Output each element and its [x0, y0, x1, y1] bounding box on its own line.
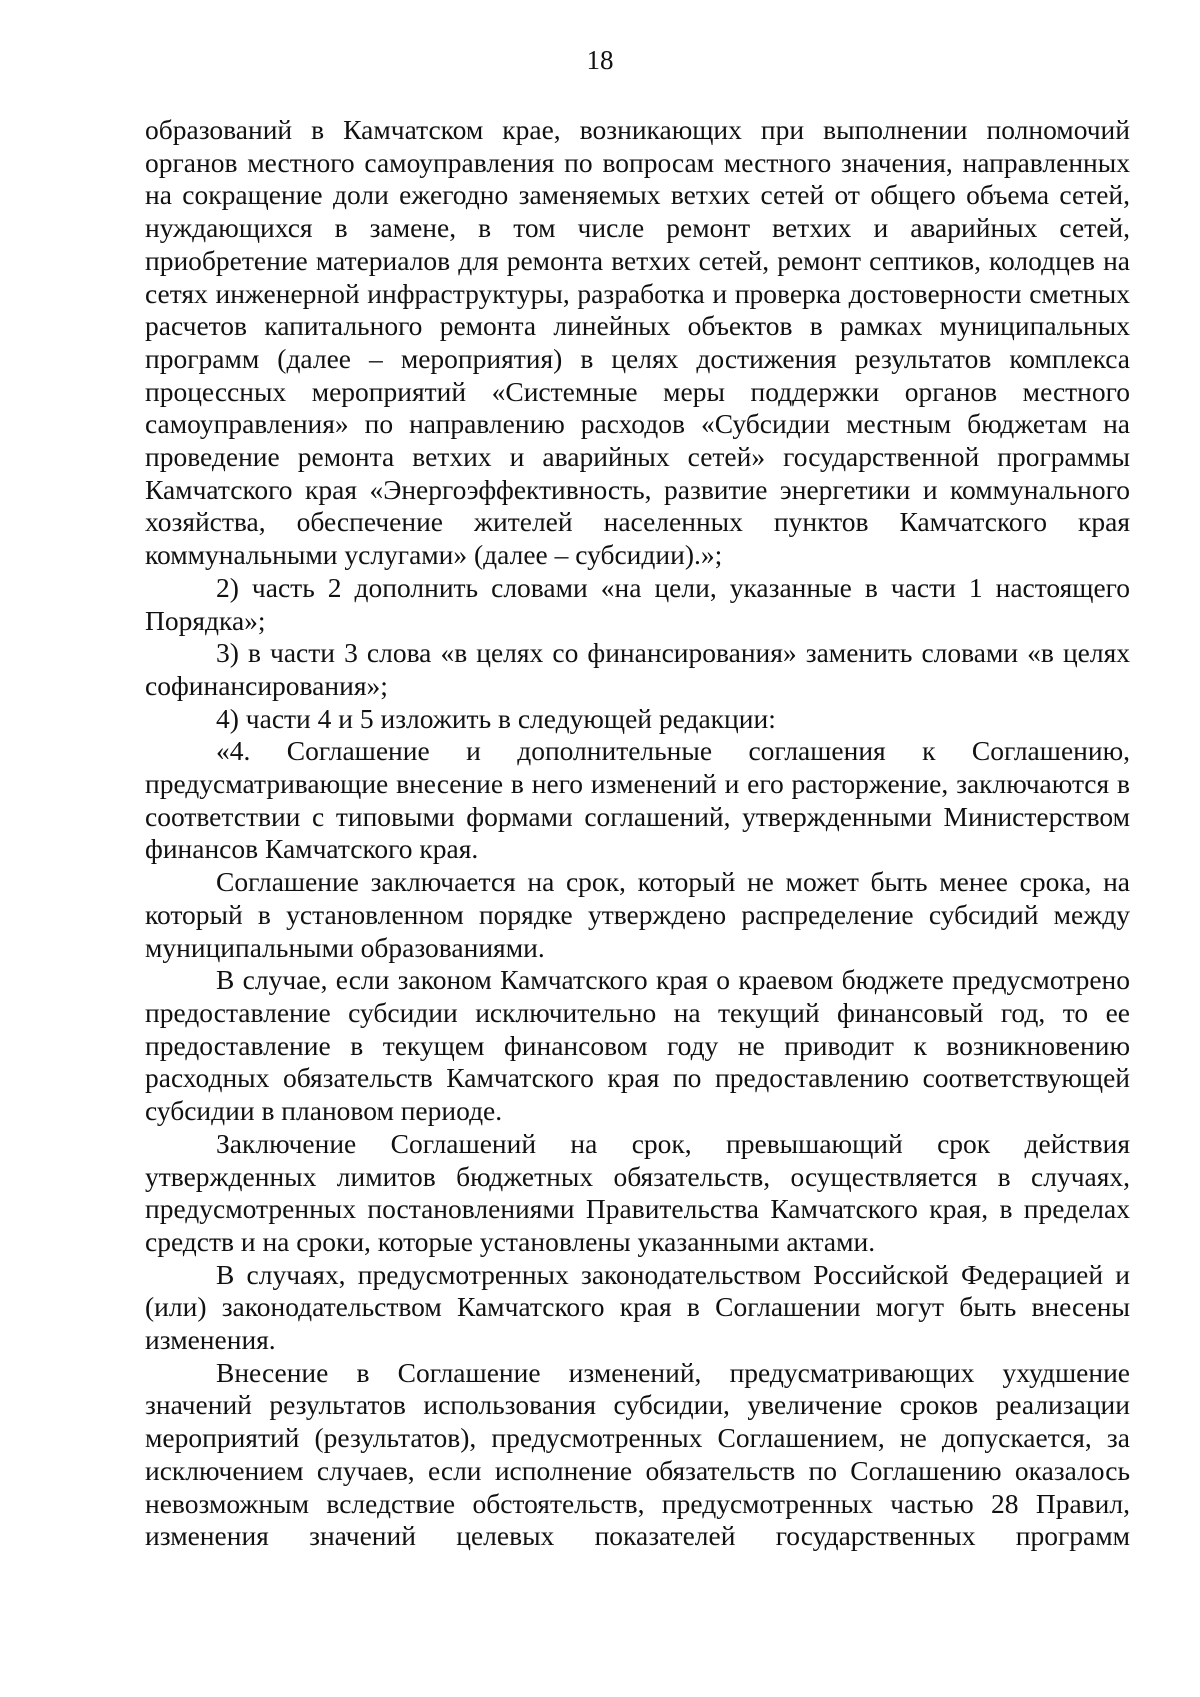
paragraph-part-4-agreement: «4. Соглашение и дополнительные соглашения к Соглашению, предусматривающие внесение в него изменений и его расторжение, заключаются в соответствии с типовыми формами соглашений, утвержденными Министерством финансов Камчатского края. — [145, 735, 1130, 865]
paragraph-agreement-term: Соглашение заключается на срок, который не может быть менее срока, на который в установленном порядке утверждено распределение субсидий между муниципальными образованиями. — [145, 866, 1130, 963]
paragraph-amendment-3: 3) в части 3 слова «в целях со финансирования» заменить словами «в целях софинансирования»; — [145, 637, 1130, 701]
paragraph-continuation: образований в Камчатском крае, возникающих при выполнении полномочий органов местного самоуправления по вопросам местного значения, направленных на сокращение доли ежегодно заменяемых ветхих сетей от общего объема сетей, нуждающихся в замене, в том числе ремонт ветхих и аварийных сетей, приобретение материалов для ремонта ветхих сетей, ремонт септиков, колодцев на сетях инженерной инфраструктуры, разработка и проверка достоверности сметных расчетов капитального ремонта линейных объектов в рамках муниципальных программ (далее – мероприятия) в целях достижения результатов комплекса процессных мероприятий «Системные меры поддержки органов местного самоуправления» по направлению расходов «Субсидии местным бюджетам на проведение ремонта ветхих и аварийных сетей» государственной программы Камчатского края «Энергоэффективность, развитие энергетики и коммунального хозяйства, обеспечение жителей населенных пунктов Камчатского края коммунальными услугами» (далее – субсидии).»; — [145, 114, 1130, 571]
paragraph-changes-restrictions: Внесение в Соглашение изменений, предусматривающих ухудшение значений результатов использования субсидии, увеличение сроков реализации мероприятий (результатов), предусмотренных Соглашением, не допускается, за исключением случаев, если исполнение обязательств по Соглашению оказалось невозможным вследствие обстоятельств, предусмотренных частью 28 Правил, изменения значений целевых показателей государственных программ — [145, 1356, 1130, 1552]
document-body — [145, 114, 1130, 1553]
paragraph-agreement-limits: Заключение Соглашений на срок, превышающий срок действия утвержденных лимитов бюджетных обязательств, осуществляется в случаях, предусмотренных постановлениями Правительства Камчатского края, в пределах средств и на сроки, которые установлены указанными актами. — [145, 1127, 1130, 1257]
paragraph-amendment-2: 2) часть 2 дополнить словами «на цели, указанные в части 1 настоящего Порядка»; — [145, 571, 1130, 636]
page-number: 18 — [586, 45, 614, 75]
paragraph-current-year-subsidy: В случае, если законом Камчатского края о краевом бюджете предусмотрено предоставление субсидии исключительно на текущий финансовый год, то ее предоставление в текущем финансовом году не приводит к возникновению расходных обязательств Камчатского края по предоставлению соответствующей субсидии в плановом периоде. — [145, 964, 1130, 1127]
paragraph-amendment-4: 4) части 4 и 5 изложить в следующей редакции: — [216, 702, 776, 734]
paragraph-agreement-changes: В случаях, предусмотренных законодательством Российской Федерацией и (или) законодательством Камчатского края в Соглашении могут быть внесены изменения. — [145, 1258, 1130, 1356]
